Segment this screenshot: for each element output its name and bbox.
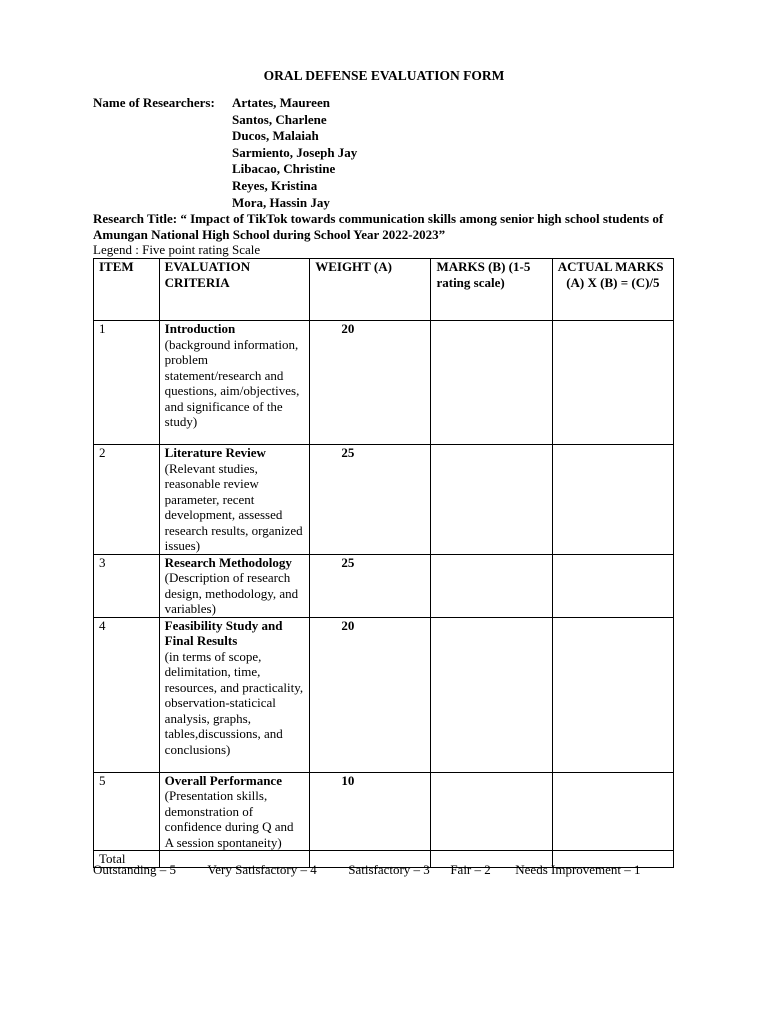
criteria-desc: (Presentation skills, demonstration of confidence during Q and A session spontaneity) [164, 788, 294, 850]
criteria-desc: (Description of research design, methodology, and variables) [164, 570, 299, 616]
header-criteria: EVALUATION CRITERIA [159, 259, 310, 321]
researchers-block [93, 95, 357, 211]
marks-cell[interactable] [431, 445, 552, 555]
item-number: 5 [94, 772, 160, 851]
criteria-desc: (in terms of scope, delimitation, time, resources, and practicality, observation-staticical analysis, graphs, tables,discussions, and conclusions) [164, 648, 304, 757]
weight-cell [310, 445, 431, 555]
criteria-desc: (Relevant studies, reasonable review parameter, recent development, assessed research results, organized issues) [164, 460, 303, 553]
actual-marks-cell[interactable] [552, 617, 673, 772]
research-title: Research Title: “ Impact of TikTok towards communication skills among senior high school students of Amungan National High School during School Year 2022-2023” [93, 211, 664, 242]
header-actual-formula: (A) X (B) = (C)/5 [566, 274, 660, 290]
item-number: 1 [94, 321, 160, 445]
criteria-cell [159, 617, 310, 772]
table-header-row [94, 259, 674, 321]
item-number: 2 [94, 445, 160, 555]
weight-value: 25 [341, 445, 355, 460]
weight-cell [310, 617, 431, 772]
header-actual [552, 259, 673, 321]
table-row [94, 445, 674, 555]
researcher-name: Santos, Charlene [232, 111, 327, 127]
researcher-name: Libacao, Christine [232, 161, 336, 177]
researcher-name: Mora, Hassin Jay [232, 194, 330, 210]
table-row [94, 772, 674, 851]
weight-cell [310, 554, 431, 617]
marks-cell[interactable] [431, 321, 552, 445]
weight-value: 20 [341, 617, 355, 633]
weight-cell [310, 772, 431, 851]
scale-outstanding: Outstanding – 5 [93, 862, 177, 877]
actual-marks-cell[interactable] [552, 554, 673, 617]
criteria-cell [159, 445, 310, 555]
weight-cell [310, 321, 431, 445]
header-actual-label: ACTUAL MARKS [557, 259, 664, 274]
criteria-cell [159, 554, 310, 617]
criteria-desc: (background information, problem statement/research and questions, aim/objectives, and significance of the study) [164, 336, 300, 429]
researcher-name: Sarmiento, Joseph Jay [232, 144, 358, 160]
table-row [94, 617, 674, 772]
criteria-title: Research Methodology [164, 554, 292, 570]
actual-marks-cell[interactable] [552, 321, 673, 445]
actual-marks-cell[interactable] [552, 445, 673, 555]
scale-satisfactory: Satisfactory – 3 [348, 862, 430, 877]
criteria-title: Feasibility Study and Final Results [164, 617, 283, 648]
form-title: ORAL DEFENSE EVALUATION FORM [263, 68, 505, 83]
weight-value: 10 [341, 772, 355, 788]
criteria-cell [159, 321, 310, 445]
marks-cell[interactable] [431, 772, 552, 851]
criteria-title: Overall Performance [164, 772, 282, 788]
legend-text: Legend : Five point rating Scale [93, 242, 261, 257]
header-marks: MARKS (B) (1-5 rating scale) [431, 259, 552, 321]
criteria-cell [159, 772, 310, 851]
researcher-name: Reyes, Kristina [232, 177, 318, 193]
criteria-title: Literature Review [164, 445, 266, 460]
actual-marks-cell[interactable] [552, 772, 673, 851]
rating-scale [93, 862, 693, 878]
researcher-name: Artates, Maureen [232, 95, 330, 110]
marks-cell[interactable] [431, 554, 552, 617]
table-row [94, 321, 674, 445]
scale-needs-improvement: Needs Improvement – 1 [515, 862, 641, 877]
item-number: 3 [94, 554, 160, 617]
item-number: 4 [94, 617, 160, 772]
scale-very-satisfactory: Very Satisfactory – 4 [207, 862, 317, 877]
weight-value: 20 [341, 321, 355, 336]
scale-fair: Fair – 2 [450, 862, 491, 877]
table-row [94, 554, 674, 617]
criteria-title: Introduction [164, 321, 236, 336]
researcher-name: Ducos, Malaiah [232, 128, 319, 144]
header-item: ITEM [94, 259, 160, 321]
evaluation-table [93, 258, 674, 868]
researchers-label: Name of Researchers: [93, 95, 215, 110]
marks-cell[interactable] [431, 617, 552, 772]
weight-value: 25 [341, 554, 355, 570]
total-label: Total [94, 851, 160, 868]
header-weight: WEIGHT (A) [310, 259, 431, 321]
